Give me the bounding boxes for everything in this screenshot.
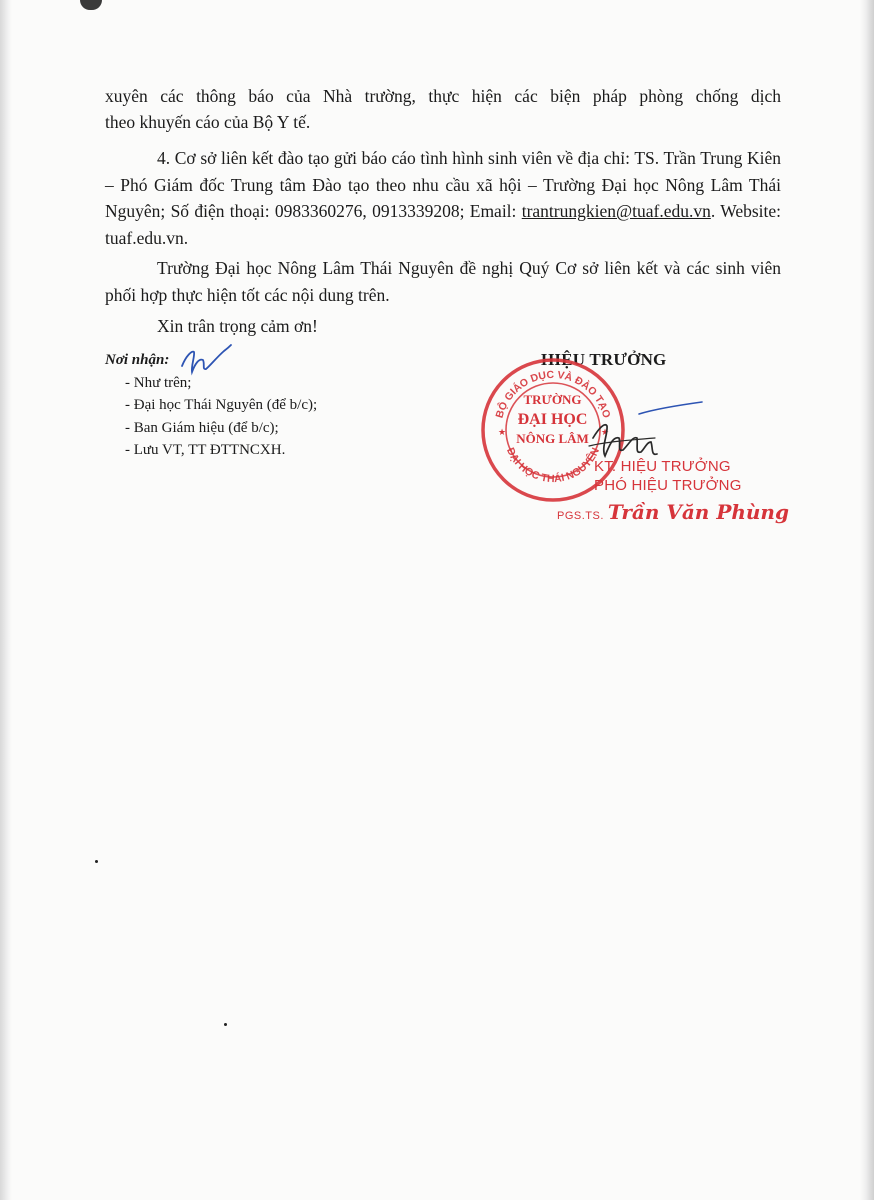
signer-role-2: PHÓ HIỆU TRƯỞNG [594, 477, 742, 494]
paragraph-continuation-line1: xuyên các thông báo của Nhà trường, thực hiện các biện pháp phòng chống dịch [105, 86, 781, 106]
recipient-item: - Ban Giám hiệu (để b/c); [125, 419, 279, 436]
stamp-center-line3: NÔNG LÂM [516, 431, 589, 446]
stamp-center-line1: TRƯỜNG [523, 392, 582, 407]
recipient-item: - Lưu VT, TT ĐTTNCXH. [125, 442, 286, 458]
signer-name-text: Trần Văn Phùng [607, 500, 789, 524]
scan-speck [95, 860, 98, 863]
website-text: . Website: tuaf.edu.vn. [105, 201, 781, 248]
email-link[interactable]: trantrungkien@tuaf.edu.vn [521, 201, 711, 221]
signer-name [557, 500, 789, 524]
scan-edge-left [0, 0, 12, 1200]
svg-text:★: ★ [498, 427, 507, 437]
paragraph-4-text: 4. Cơ sở liên kết đào tạo gửi báo cáo tình hình sinh viên về địa chỉ: TS. Trần Trung Kiên – Phó Giám đốc Trung tâm Đào tạo theo nhu cầu xã hội – Trường Đại học Nông Lâm Thái Nguyên; Số điện thoại: 0983360276, 0913339208; Email: [105, 148, 781, 221]
signer-name-prefix: PGS.TS. [557, 510, 604, 522]
recipient-item: - Như trên; [125, 374, 192, 391]
scan-corner-mark [80, 0, 102, 10]
svg-text:★: ★ [601, 427, 610, 437]
paragraph-5: Trường Đại học Nông Lâm Thái Nguyên đề nghị Quý Cơ sở liên kết và các sinh viên phối hợp thực hiện tốt các nội dung trên. [105, 258, 781, 305]
stamp-ring-top: BỘ GIÁO DỤC VÀ ĐÀO TẠO [493, 368, 613, 420]
paragraph-continuation-line2: theo khuyến cáo của Bộ Y tế. [105, 112, 311, 132]
stamp-center-line2: ĐẠI HỌC [517, 411, 588, 428]
scan-speck [224, 1023, 227, 1026]
signature-title: HIỆU TRƯỞNG [541, 350, 667, 369]
scan-edge-right [860, 0, 874, 1200]
initial-signature-icon [178, 342, 233, 380]
paragraph-4 [105, 145, 781, 251]
recipients-title: Nơi nhận: [105, 352, 170, 368]
stamp-ring-bottom: ĐẠI HỌC THÁI NGUYÊN [504, 445, 602, 486]
closing-line: Xin trân trọng cảm ơn! [157, 316, 318, 336]
recipient-item: - Đại học Thái Nguyên (để b/c); [125, 397, 318, 413]
signer-role-1: KT. HIỆU TRƯỞNG [594, 458, 731, 475]
